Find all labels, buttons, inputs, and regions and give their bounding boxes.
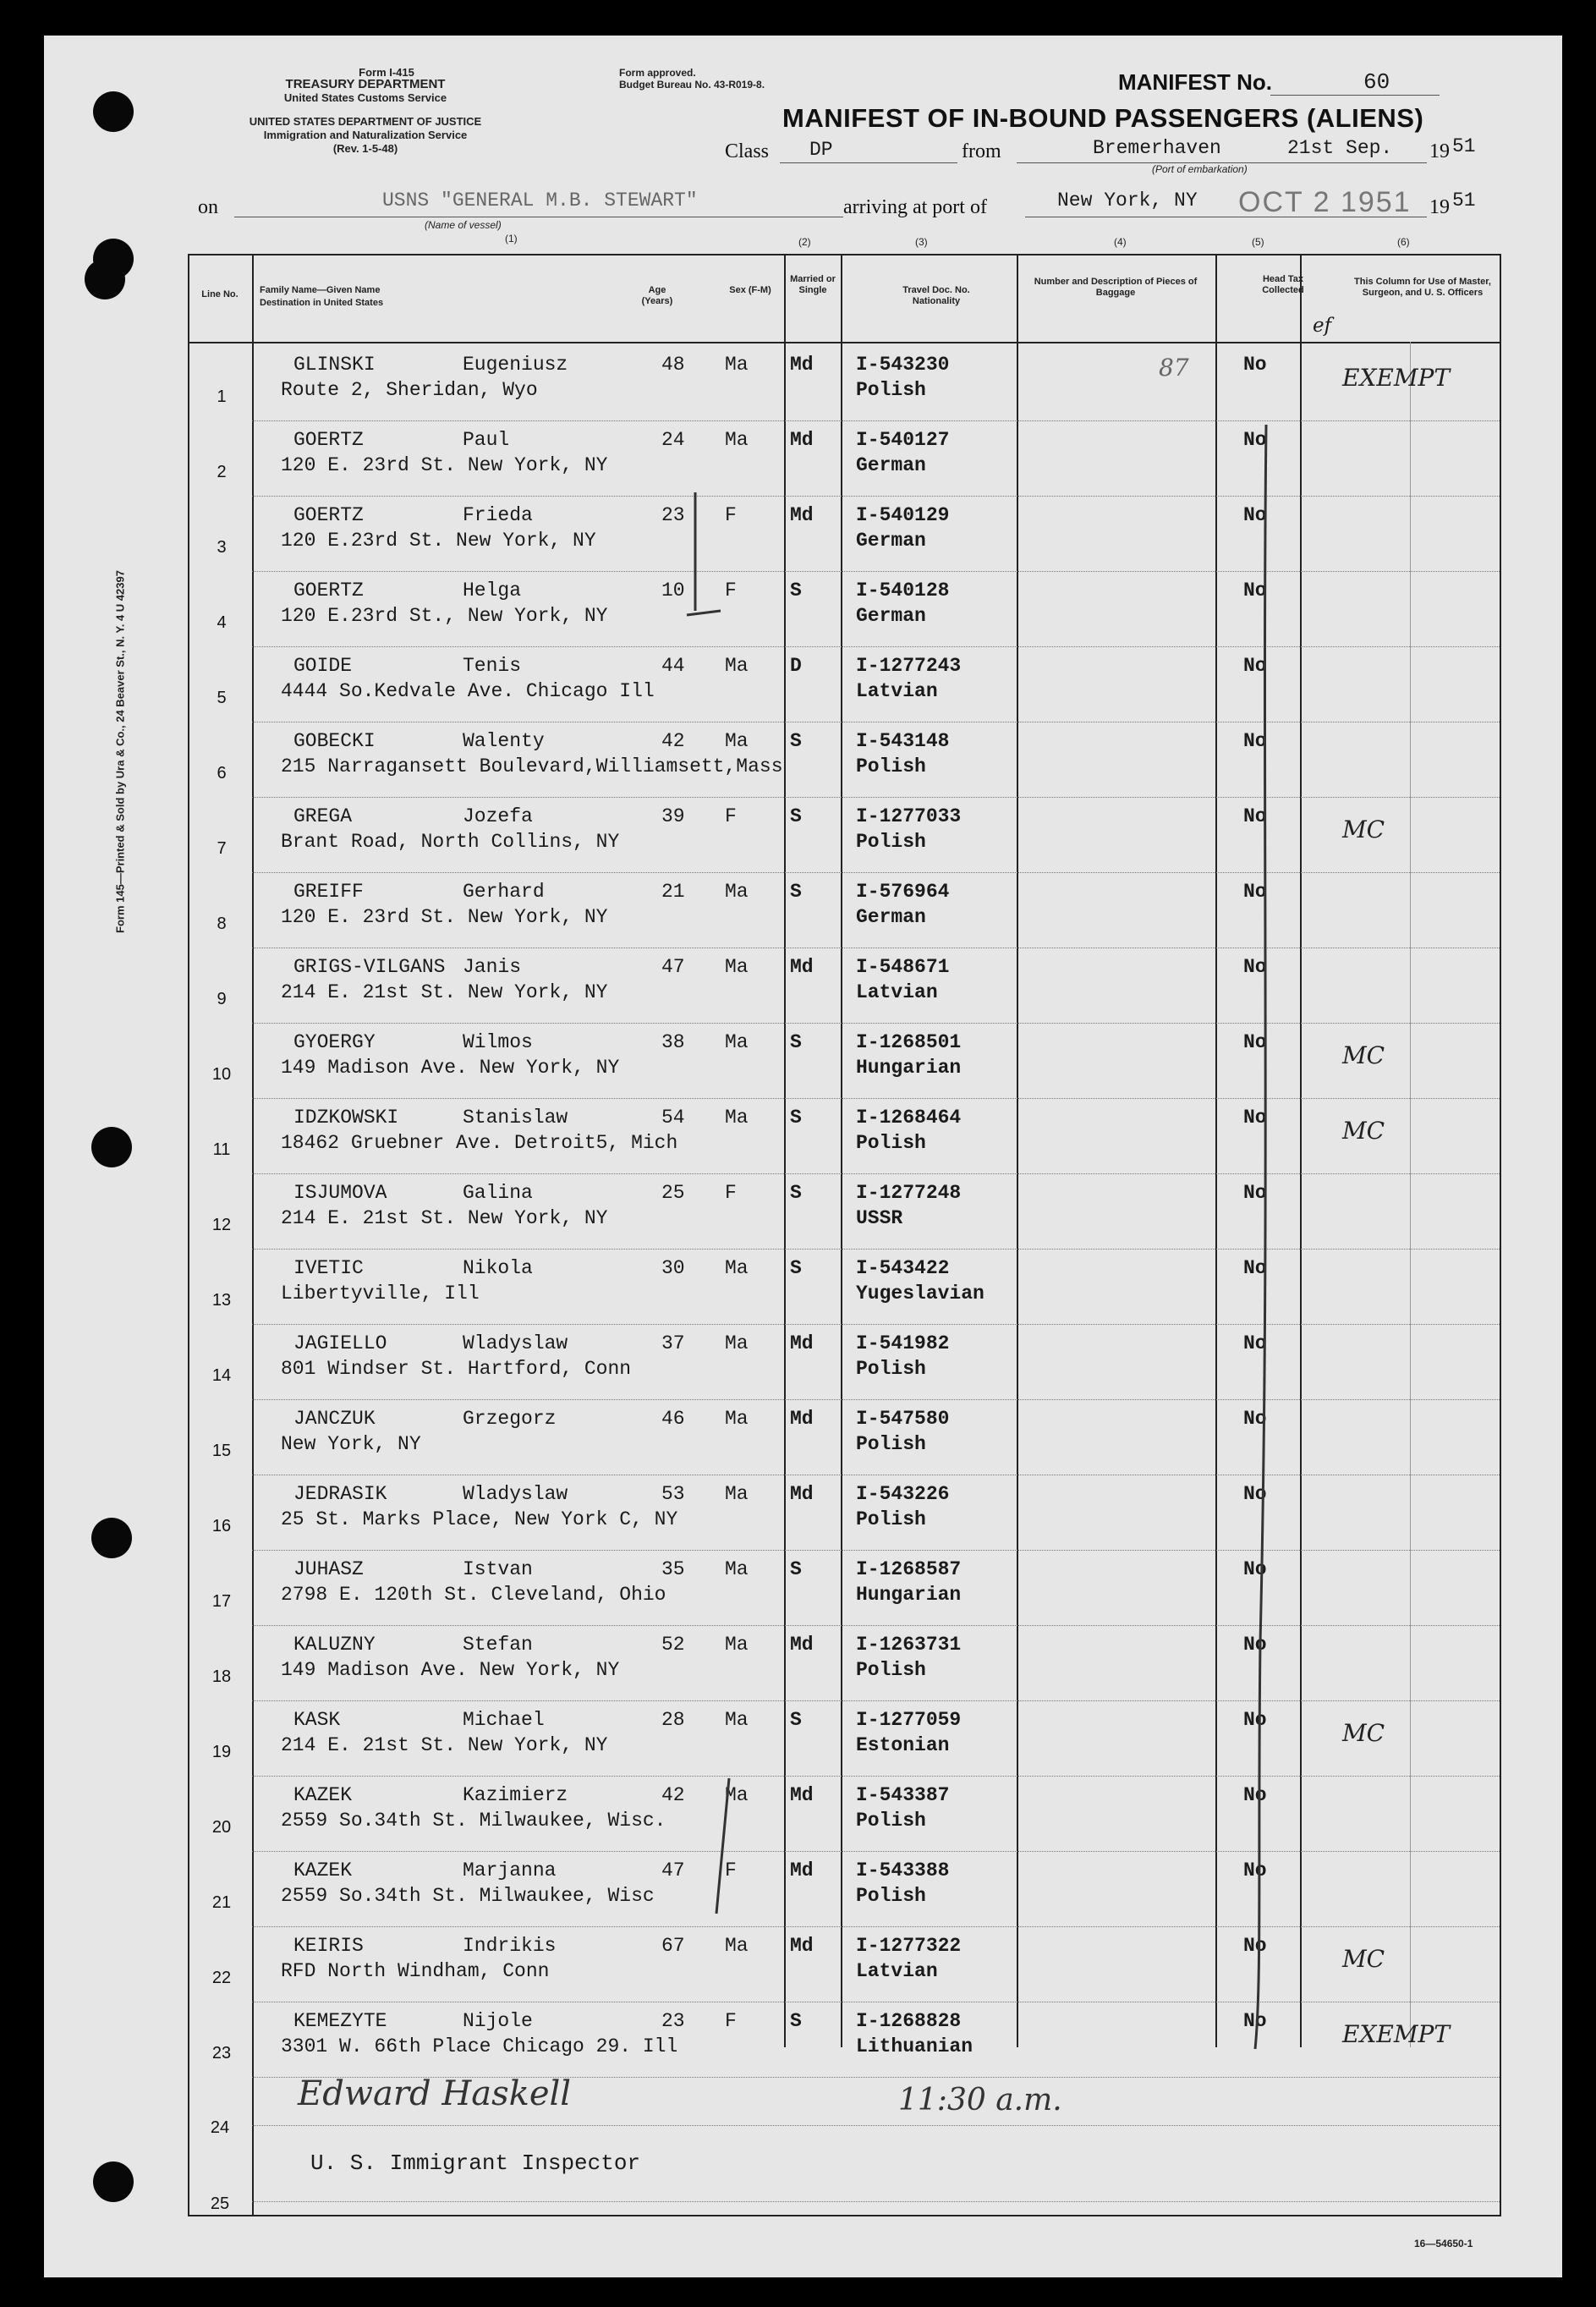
marital-status: S: [790, 1558, 802, 1580]
marital-status: Md: [790, 1332, 814, 1354]
family-name: IDZKOWSKI: [293, 1107, 399, 1129]
travel-doc: I-543230: [856, 354, 950, 376]
family-name: JEDRASIK: [293, 1483, 387, 1505]
age: 42: [661, 1784, 685, 1806]
destination: 2798 E. 120th St. Cleveland, Ohio: [281, 1584, 666, 1606]
travel-doc: I-1268501: [856, 1031, 962, 1053]
officer-note: EXEMPT: [1342, 2020, 1450, 2048]
printer-side-text: Form 145—Printed & Sold by Ura & Co., 24 Beaver St., N. Y. 4 U 42397: [113, 570, 127, 933]
travel-doc: I-1268464: [856, 1107, 962, 1129]
age: 39: [661, 805, 685, 827]
marital-status: S: [790, 579, 802, 601]
head-tax: No: [1243, 1332, 1267, 1354]
marital-status: Md: [790, 1483, 814, 1505]
destination: 18462 Gruebner Ave. Detroit5, Mich: [281, 1132, 678, 1154]
family-name: GOERTZ: [293, 579, 364, 601]
line-number: 22: [211, 1969, 232, 1987]
marital-status: Md: [790, 1859, 814, 1881]
head-tax: No: [1243, 579, 1267, 601]
nationality: Yugeslavian: [856, 1283, 984, 1305]
family-name: IVETIC: [293, 1257, 364, 1279]
age: 25: [661, 1182, 685, 1204]
given-name: Frieda: [463, 504, 533, 526]
col-number-3: (3): [915, 236, 928, 248]
given-name: Kazimierz: [463, 1784, 568, 1806]
line-number: 1: [217, 387, 227, 406]
travel-doc: I-543226: [856, 1483, 950, 1505]
sex: Ma: [725, 1935, 749, 1957]
age: 35: [661, 1558, 685, 1580]
officers-note: ef: [1313, 315, 1332, 337]
sex: Ma: [725, 1332, 749, 1354]
nationality: German: [856, 605, 926, 627]
sex: F: [725, 1182, 737, 1204]
col-sex: Sex (F-M): [729, 285, 771, 295]
punch-hole: [91, 1518, 132, 1558]
travel-doc: I-540128: [856, 579, 950, 601]
sex: Ma: [725, 1408, 749, 1430]
line-number: 13: [211, 1291, 232, 1310]
given-name: Stefan: [463, 1634, 533, 1656]
officer-note: MC: [1342, 1117, 1385, 1145]
destination: 214 E. 21st St. New York, NY: [281, 981, 608, 1003]
year-suffix: 51: [1452, 135, 1476, 157]
col-officers: This Column for Use of Master, Surgeon, and U. S. Officers: [1354, 277, 1491, 298]
col-married: Married or Single: [790, 274, 836, 295]
given-name: Galina: [463, 1182, 533, 1204]
marital-status: Md: [790, 429, 814, 451]
travel-doc: I-1277322: [856, 1935, 962, 1957]
age: 52: [661, 1634, 685, 1656]
sex: F: [725, 2010, 737, 2032]
head-tax: No: [1243, 1483, 1267, 1505]
marital-status: S: [790, 730, 802, 752]
family-name: JUHASZ: [293, 1558, 364, 1580]
baggage: 87: [1159, 354, 1189, 382]
handwritten-marks: [44, 36, 1562, 2277]
form-code: 16—54650-1: [1414, 2238, 1473, 2249]
family-name: GOERTZ: [293, 429, 364, 451]
destination: Route 2, Sheridan, Wyo: [281, 379, 538, 401]
given-name: Eugeniusz: [463, 354, 568, 376]
embark-date: 21st Sep.: [1287, 137, 1393, 159]
destination: 120 E.23rd St., New York, NY: [281, 605, 608, 627]
budget-bureau: Budget Bureau No. 43-R019-8.: [619, 79, 765, 91]
family-name: KEMEZYTE: [293, 2010, 387, 2032]
line-number: 7: [217, 839, 227, 858]
family-name: GREGA: [293, 805, 353, 827]
family-name: GOERTZ: [293, 504, 364, 526]
punch-hole: [91, 1127, 132, 1167]
family-name: JANCZUK: [293, 1408, 376, 1430]
col-baggage: Number and Description of Pieces of Baggage: [1034, 277, 1198, 298]
marital-status: S: [790, 805, 802, 827]
line-number: 6: [217, 764, 227, 783]
marital-status: Md: [790, 1784, 814, 1806]
sex: Ma: [725, 1257, 749, 1279]
age: 38: [661, 1031, 685, 1053]
destination: 149 Madison Ave. New York, NY: [281, 1057, 620, 1079]
sex: Ma: [725, 1483, 749, 1505]
given-name: Istvan: [463, 1558, 533, 1580]
marital-status: Md: [790, 1935, 814, 1957]
given-name: Stanislaw: [463, 1107, 568, 1129]
family-name: GYOERGY: [293, 1031, 376, 1053]
family-name: KAZEK: [293, 1859, 353, 1881]
sex: Ma: [725, 881, 749, 903]
vessel-label: (Name of vessel): [425, 219, 502, 231]
family-name: JAGIELLO: [293, 1332, 387, 1354]
marital-status: S: [790, 1257, 802, 1279]
col-travel-doc: Travel Doc. No. Nationality: [902, 285, 970, 306]
line-number: 3: [217, 538, 227, 557]
head-tax: No: [1243, 655, 1267, 677]
age: 47: [661, 1859, 685, 1881]
manifest-label: MANIFEST No.: [1118, 69, 1272, 95]
marital-status: Md: [790, 354, 814, 376]
sex: F: [725, 504, 737, 526]
destination: New York, NY: [281, 1433, 421, 1455]
destination: 120 E. 23rd St. New York, NY: [281, 454, 608, 476]
marital-status: S: [790, 1182, 802, 1204]
line-number: 9: [217, 990, 227, 1008]
travel-doc: I-543148: [856, 730, 950, 752]
travel-doc: I-1277248: [856, 1182, 962, 1204]
marital-status: S: [790, 2010, 802, 2032]
destination: 25 St. Marks Place, New York C, NY: [281, 1508, 678, 1530]
given-name: Nijole: [463, 2010, 533, 2032]
nationality: Polish: [856, 1810, 926, 1832]
destination: Libertyville, Ill: [281, 1283, 480, 1305]
line-number: 4: [217, 613, 227, 632]
line-number: 11: [212, 1140, 231, 1159]
manifest-title: MANIFEST OF IN-BOUND PASSENGERS (ALIENS): [782, 103, 1424, 133]
travel-doc: I-543387: [856, 1784, 950, 1806]
sex: Ma: [725, 655, 749, 677]
nationality: German: [856, 530, 926, 552]
head-tax: No: [1243, 956, 1267, 978]
nationality: Estonian: [856, 1734, 950, 1756]
travel-doc: I-1277033: [856, 805, 962, 827]
destination: 4444 So.Kedvale Ave. Chicago Ill: [281, 680, 655, 702]
family-name: GRIGS-VILGANS: [293, 956, 446, 978]
marital-status: S: [790, 1709, 802, 1731]
line-number: 12: [211, 1216, 232, 1234]
destination: 120 E.23rd St. New York, NY: [281, 530, 596, 552]
nationality: Latvian: [856, 1960, 938, 1982]
class-label: Class: [725, 140, 770, 162]
nationality: Hungarian: [856, 1057, 962, 1079]
nationality: Lithuanian: [856, 2035, 974, 2057]
inspector-signature: Edward Haskell: [298, 2074, 572, 2113]
family-name: KALUZNY: [293, 1634, 376, 1656]
sex: Ma: [725, 1107, 749, 1129]
head-tax: No: [1243, 1182, 1267, 1204]
from-label: from: [962, 140, 1001, 162]
head-tax: No: [1243, 1859, 1267, 1881]
nationality: Polish: [856, 1885, 926, 1907]
line-number: 23: [211, 2044, 232, 2063]
nationality: Latvian: [856, 981, 938, 1003]
manifest-number: 60: [1363, 69, 1390, 95]
line-number: 20: [211, 1818, 232, 1837]
travel-doc: I-1277059: [856, 1709, 962, 1731]
head-tax: No: [1243, 1634, 1267, 1656]
given-name: Wladyslaw: [463, 1483, 568, 1505]
travel-doc: I-548671: [856, 956, 950, 978]
punch-hole: [85, 259, 125, 299]
destination: 2559 So.34th St. Milwaukee, Wisc.: [281, 1810, 666, 1832]
line-number: 21: [211, 1893, 232, 1912]
punch-hole: [93, 91, 134, 132]
col-age: Age (Years): [641, 285, 673, 306]
travel-doc: I-1268828: [856, 2010, 962, 2032]
arriving-label: arriving at port of: [843, 196, 987, 218]
marital-status: Md: [790, 1408, 814, 1430]
nationality: Polish: [856, 1132, 926, 1154]
arrival-year-prefix: 19: [1429, 196, 1450, 218]
line-number: 16: [211, 1517, 232, 1535]
col-number-2: (2): [798, 236, 811, 248]
sex: Ma: [725, 1784, 749, 1806]
age: 42: [661, 730, 685, 752]
destination: 149 Madison Ave. New York, NY: [281, 1659, 620, 1681]
officer-note: MC: [1342, 816, 1385, 843]
sex: F: [725, 1859, 737, 1881]
line-number: 18: [211, 1667, 232, 1686]
age: 24: [661, 429, 685, 451]
on-label: on: [198, 196, 218, 218]
marital-status: D: [790, 655, 802, 677]
travel-doc: I-1268587: [856, 1558, 962, 1580]
given-name: Tenis: [463, 655, 522, 677]
nationality: Polish: [856, 755, 926, 777]
sex: Ma: [725, 956, 749, 978]
vessel-col: (1): [505, 233, 518, 244]
head-tax: No: [1243, 1107, 1267, 1129]
arrival-port: New York, NY: [1057, 190, 1198, 211]
col-number-4: (4): [1114, 236, 1127, 248]
travel-doc: I-543422: [856, 1257, 950, 1279]
nationality: Polish: [856, 1433, 926, 1455]
age: 54: [661, 1107, 685, 1129]
head-tax: No: [1243, 1257, 1267, 1279]
col-number-6: (6): [1397, 236, 1410, 248]
nationality: Polish: [856, 1358, 926, 1380]
class-value: DP: [809, 139, 833, 161]
given-name: Nikola: [463, 1257, 533, 1279]
line-number: 10: [211, 1065, 232, 1084]
travel-doc: I-1263731: [856, 1634, 962, 1656]
age: 10: [661, 579, 685, 601]
head-tax: No: [1243, 1935, 1267, 1957]
line-number-24: 24: [210, 2118, 230, 2137]
age: 28: [661, 1709, 685, 1731]
sex: Ma: [725, 429, 749, 451]
line-number: 15: [211, 1442, 232, 1460]
sex: Ma: [725, 1031, 749, 1053]
line-number-25: 25: [210, 2194, 230, 2213]
nationality: German: [856, 454, 926, 476]
family-name: KAZEK: [293, 1784, 353, 1806]
family-name: KASK: [293, 1709, 341, 1731]
customs-service: United States Customs Service: [283, 91, 447, 104]
sex: F: [725, 579, 737, 601]
marital-status: S: [790, 1107, 802, 1129]
age: 23: [661, 504, 685, 526]
inspector-title: U. S. Immigrant Inspector: [310, 2150, 641, 2176]
travel-doc: I-540127: [856, 429, 950, 451]
sex: F: [725, 805, 737, 827]
sex: Ma: [725, 730, 749, 752]
nationality: Polish: [856, 1508, 926, 1530]
head-tax: No: [1243, 881, 1267, 903]
marital-status: Md: [790, 1634, 814, 1656]
given-name: Wladyslaw: [463, 1332, 568, 1354]
col-family-name: Family Name—Given Name: [260, 285, 381, 295]
age: 44: [661, 655, 685, 677]
nationality: Hungarian: [856, 1584, 962, 1606]
destination: 215 Narragansett Boulevard,Williamsett,Mass: [281, 755, 783, 777]
age: 30: [661, 1257, 685, 1279]
given-name: Michael: [463, 1709, 545, 1731]
nationality: Polish: [856, 831, 926, 853]
port-embark-label: (Port of embarkation): [1152, 163, 1248, 175]
head-tax: No: [1243, 504, 1267, 526]
travel-doc: I-1277243: [856, 655, 962, 677]
destination: 214 E. 21st St. New York, NY: [281, 1734, 608, 1756]
destination: 214 E. 21st St. New York, NY: [281, 1207, 608, 1229]
officer-note: MC: [1342, 1945, 1385, 1973]
marital-status: Md: [790, 956, 814, 978]
marital-status: S: [790, 1031, 802, 1053]
given-name: Wilmos: [463, 1031, 533, 1053]
age: 37: [661, 1332, 685, 1354]
head-tax: No: [1243, 805, 1267, 827]
line-number: 17: [211, 1592, 232, 1611]
line-number: 14: [211, 1366, 232, 1385]
col-head-tax: Head Tax Collected: [1262, 274, 1304, 295]
line-number: 19: [211, 1743, 232, 1761]
inspection-time: 11:30 a.m.: [898, 2083, 1062, 2117]
nationality: Latvian: [856, 680, 938, 702]
destination: 120 E. 23rd St. New York, NY: [281, 906, 608, 928]
nationality: Polish: [856, 1659, 926, 1681]
manifest-page: [44, 36, 1562, 2277]
given-name: Jozefa: [463, 805, 533, 827]
given-name: Gerhard: [463, 881, 545, 903]
form-number: Form I-415: [359, 66, 414, 79]
marital-status: S: [790, 881, 802, 903]
head-tax: No: [1243, 1558, 1267, 1580]
nationality: USSR: [856, 1207, 903, 1229]
travel-doc: I-540129: [856, 504, 950, 526]
sex: Ma: [725, 1634, 749, 1656]
head-tax: No: [1243, 1408, 1267, 1430]
head-tax: No: [1243, 730, 1267, 752]
travel-doc: I-576964: [856, 881, 950, 903]
age: 46: [661, 1408, 685, 1430]
officer-note: EXEMPT: [1342, 364, 1450, 392]
age: 67: [661, 1935, 685, 1957]
punch-hole: [93, 2161, 134, 2202]
sex: Ma: [725, 354, 749, 376]
age: 53: [661, 1483, 685, 1505]
head-tax: No: [1243, 1031, 1267, 1053]
col-line-no: Line No.: [201, 289, 239, 299]
family-name: KEIRIS: [293, 1935, 364, 1957]
given-name: Grzegorz: [463, 1408, 557, 1430]
nationality: Polish: [856, 379, 926, 401]
revision: (Rev. 1-5-48): [332, 142, 398, 155]
line-number: 2: [217, 463, 227, 481]
immigration-service: Immigration and Naturalization Service: [263, 129, 468, 141]
family-name: GOIDE: [293, 655, 353, 677]
justice-dept: UNITED STATES DEPARTMENT OF JUSTICE: [249, 115, 482, 128]
family-name: GLINSKI: [293, 354, 376, 376]
destination: RFD North Windham, Conn: [281, 1960, 550, 1982]
age: 23: [661, 2010, 685, 2032]
travel-doc: I-541982: [856, 1332, 950, 1354]
head-tax: No: [1243, 354, 1267, 376]
head-tax: No: [1243, 1709, 1267, 1731]
arrival-stamp: OCT 2 1951: [1238, 186, 1412, 218]
head-tax: No: [1243, 1784, 1267, 1806]
nationality: German: [856, 906, 926, 928]
destination: 3301 W. 66th Place Chicago 29. Ill: [281, 2035, 678, 2057]
arrival-year-suffix: 51: [1452, 190, 1476, 211]
travel-doc: I-547580: [856, 1408, 950, 1430]
destination: 2559 So.34th St. Milwaukee, Wisc: [281, 1885, 655, 1907]
year-prefix: 19: [1429, 140, 1450, 162]
age: 47: [661, 956, 685, 978]
sex: Ma: [725, 1558, 749, 1580]
given-name: Paul: [463, 429, 510, 451]
treasury-dept: TREASURY DEPARTMENT: [285, 77, 446, 91]
family-name: GREIFF: [293, 881, 364, 903]
sex: Ma: [725, 1709, 749, 1731]
family-name: ISJUMOVA: [293, 1182, 387, 1204]
head-tax: No: [1243, 2010, 1267, 2032]
given-name: Janis: [463, 956, 522, 978]
travel-doc: I-543388: [856, 1859, 950, 1881]
age: 48: [661, 354, 685, 376]
age: 21: [661, 881, 685, 903]
officer-note: MC: [1342, 1041, 1385, 1069]
form-approved: Form approved.: [619, 67, 696, 79]
line-number: 8: [217, 915, 227, 933]
given-name: Indrikis: [463, 1935, 557, 1957]
officer-note: MC: [1342, 1719, 1385, 1747]
given-name: Marjanna: [463, 1859, 557, 1881]
col-destination: Destination in United States: [260, 298, 384, 308]
line-number: 5: [217, 689, 227, 707]
head-tax: No: [1243, 429, 1267, 451]
given-name: Helga: [463, 579, 522, 601]
destination: Brant Road, North Collins, NY: [281, 831, 620, 853]
vessel-name: USNS "GENERAL M.B. STEWART": [382, 190, 698, 211]
embark-port: Bremerhaven: [1093, 137, 1221, 159]
destination: 801 Windser St. Hartford, Conn: [281, 1358, 632, 1380]
marital-status: Md: [790, 504, 814, 526]
col-number-5: (5): [1252, 236, 1264, 248]
given-name: Walenty: [463, 730, 545, 752]
family-name: GOBECKI: [293, 730, 376, 752]
